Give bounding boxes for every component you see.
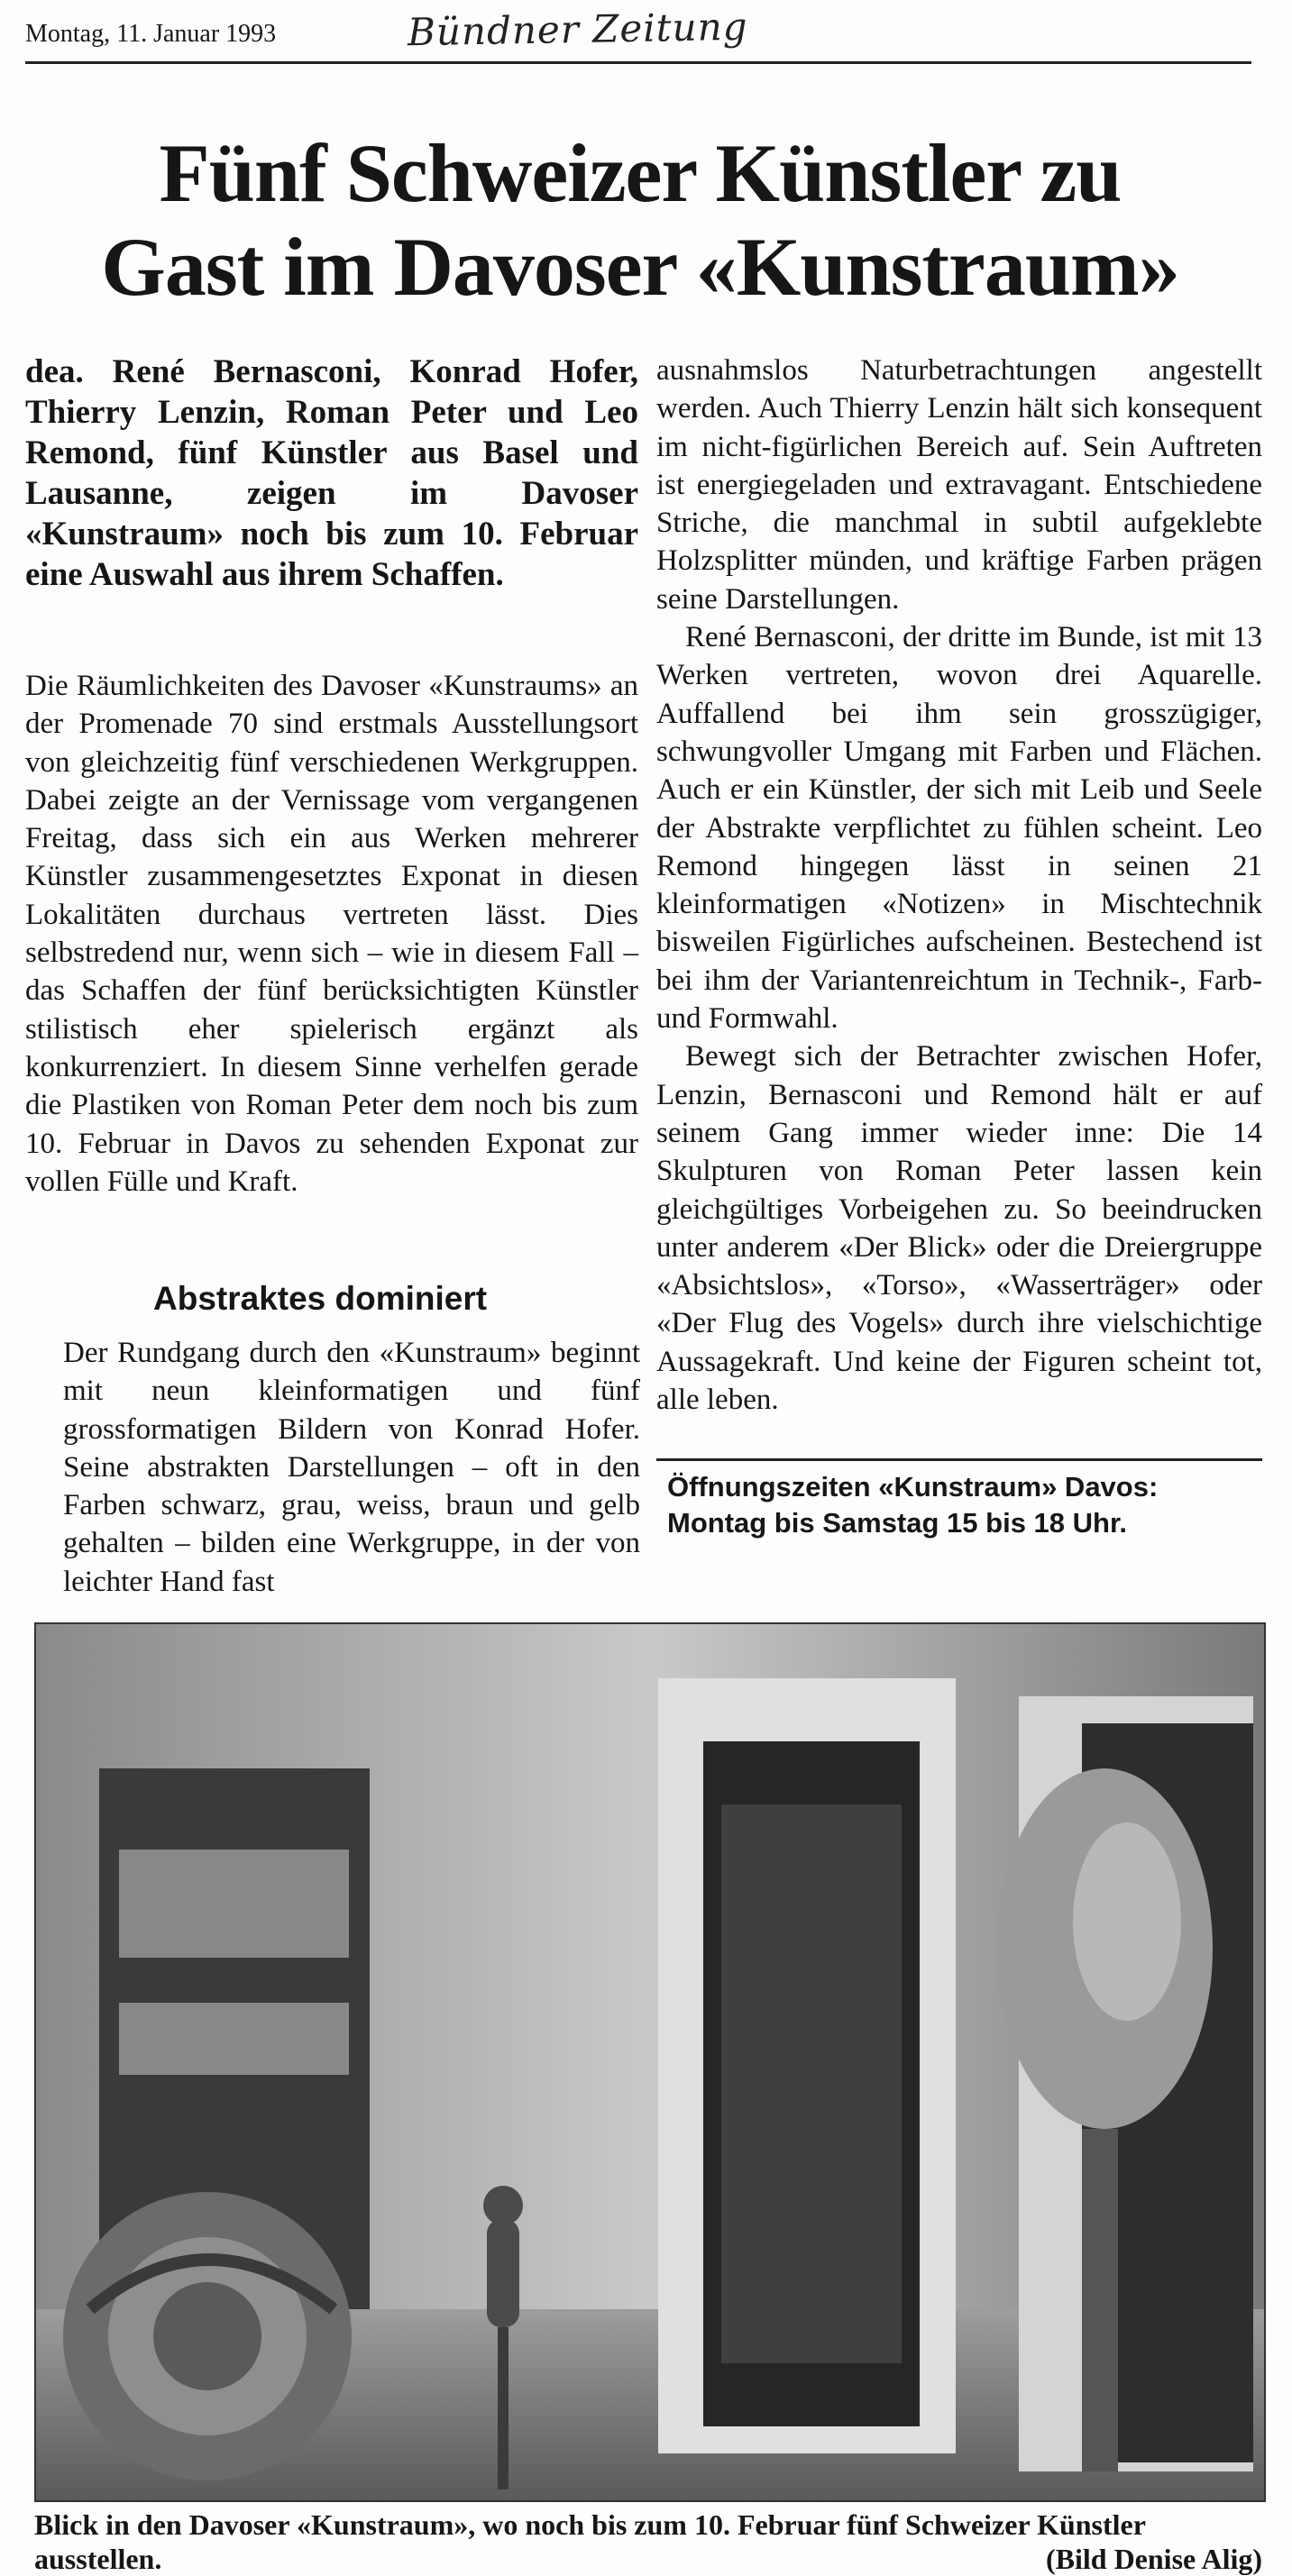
column-1-continued (63, 1334, 640, 1601)
column-1-body (25, 667, 638, 1201)
body-paragraph: Bewegt sich der Betrachter zwischen Hofer, Lenzin, Bernasconi und Remond hält er auf seinem Gang immer wieder inne: Die 14 Skulpturen von Roman Peter lassen kein gleichgültiges Vorbeigehen zu. So beeindrucken unter anderem «Der Blick» oder die Dreiergruppe «Absichtslos», «Torso», «Wasserträger» oder «Der Flug des Vogels» durch ihre vielschichtige Aussagekraft. Und keine der Figuren scheint tot, alle leben. (656, 1040, 1262, 1417)
sculpture-pedestal-right (1082, 2129, 1118, 2471)
caption-text: Blick in den Davoser «Kunstraum», wo noch bis zum 10. Februar fünf Schweizer Künstler ausstellen. (34, 2508, 1146, 2575)
subheading: Abstraktes dominiert (153, 1280, 488, 1317)
opening-hours: Öffnungszeiten «Kunstraum» Davos: Montag bis Samstag 15 bis 18 Uhr. (667, 1471, 1159, 1539)
body-paragraph: ausnahmslos Naturbetrachtungen angestellt werden. Auch Thierry Lenzin hält sich konsequent im nicht-figürlichen Bereich auf. Sein Auftreten ist energiegeladen und extravagant. Entschiedene Striche, die manchmal in subtil aufgeklebte Holzsplitter münden, und kräftige Farben prägen seine Darstellungen. (656, 354, 1262, 616)
column-2-rule (656, 1458, 1262, 1461)
exhibition-photo (34, 1622, 1266, 2502)
headline-line-2: Gast im Davoser «Kunstraum» (101, 221, 1179, 313)
photo-caption (34, 2507, 1262, 2576)
lead-paragraph: dea. René Bernasconi, Konrad Hofer, Thierry Lenzin, Roman Peter und Leo Remond, fünf Künstler aus Basel und Lausanne, zeigen im Davoser «Kunstraum» noch bis zum 10. Februar eine Auswahl aus ihrem Schaffen. (25, 353, 638, 593)
top-rule (25, 61, 1251, 64)
column-2-body (656, 352, 1262, 1419)
body-paragraph: Der Rundgang durch den «Kunstraum» beginnt mit neun kleinformatigen und fünf grossformatigen Bildern von Konrad Hofer. Seine abstrakten Darstellungen – oft in den Farben schwarz, grau, weiss, braun und gelb gehalten – bilden eine Werkgruppe, in der von leichter Hand fast (63, 1337, 640, 1598)
dateline: Montag, 11. Januar 1993 (25, 20, 277, 48)
handwritten-newspaper-name: Bündner Zeitung (407, 4, 748, 55)
headline (36, 126, 1244, 314)
headline-line-1: Fünf Schweizer Künstler zu (159, 127, 1122, 219)
sculpture-figure (487, 2219, 519, 2327)
body-paragraph: Die Räumlichkeiten des Davoser «Kunstraums» an der Promenade 70 sind erstmals Ausstellungsort von gleichzeitig fünf verschiedenen Werkgruppen. Dabei zeigte an der Vernissage vom vergangenen Freitag, dass sich ein aus Werken mehrerer Künstler zusammengesetztes Exponat in diesen Lokalitäten durchaus vertreten lässt. Dies selbstredend nur, wenn sich – wie in diesem Fall – das Schaffen der fünf berücksichtigten Künstler stilistisch eher spielerisch ergänzt als konkurrenziert. In diesem Sinne verhelfen gerade die Plastiken von Roman Peter dem noch bis zum 10. Februar in Davos zu sehenden Exponat zur vollen Fülle und Kraft. (25, 670, 638, 1198)
body-paragraph: René Bernasconi, der dritte im Bunde, ist mit 13 Werken vertreten, wovon drei Aquarelle. Auffallend bei ihm sein grosszügiger, schwungvoller Umgang mit Farben und Flächen. Auch er ein Künstler, der sich mit Leib und Seele der Abstrakte verpflichtet zu fühlen scheint. Leo Remond hingegen lässt in seinen 21 kleinformatigen «Notizen» in Mischtechnik bisweilen Figürliches aufscheinen. Bestechend ist bei ihm der Variantenreichtum in Technik-, Farb- und Formwahl. (656, 621, 1262, 1036)
photo-credit: (Bild Denise Alig) (1045, 2543, 1262, 2575)
